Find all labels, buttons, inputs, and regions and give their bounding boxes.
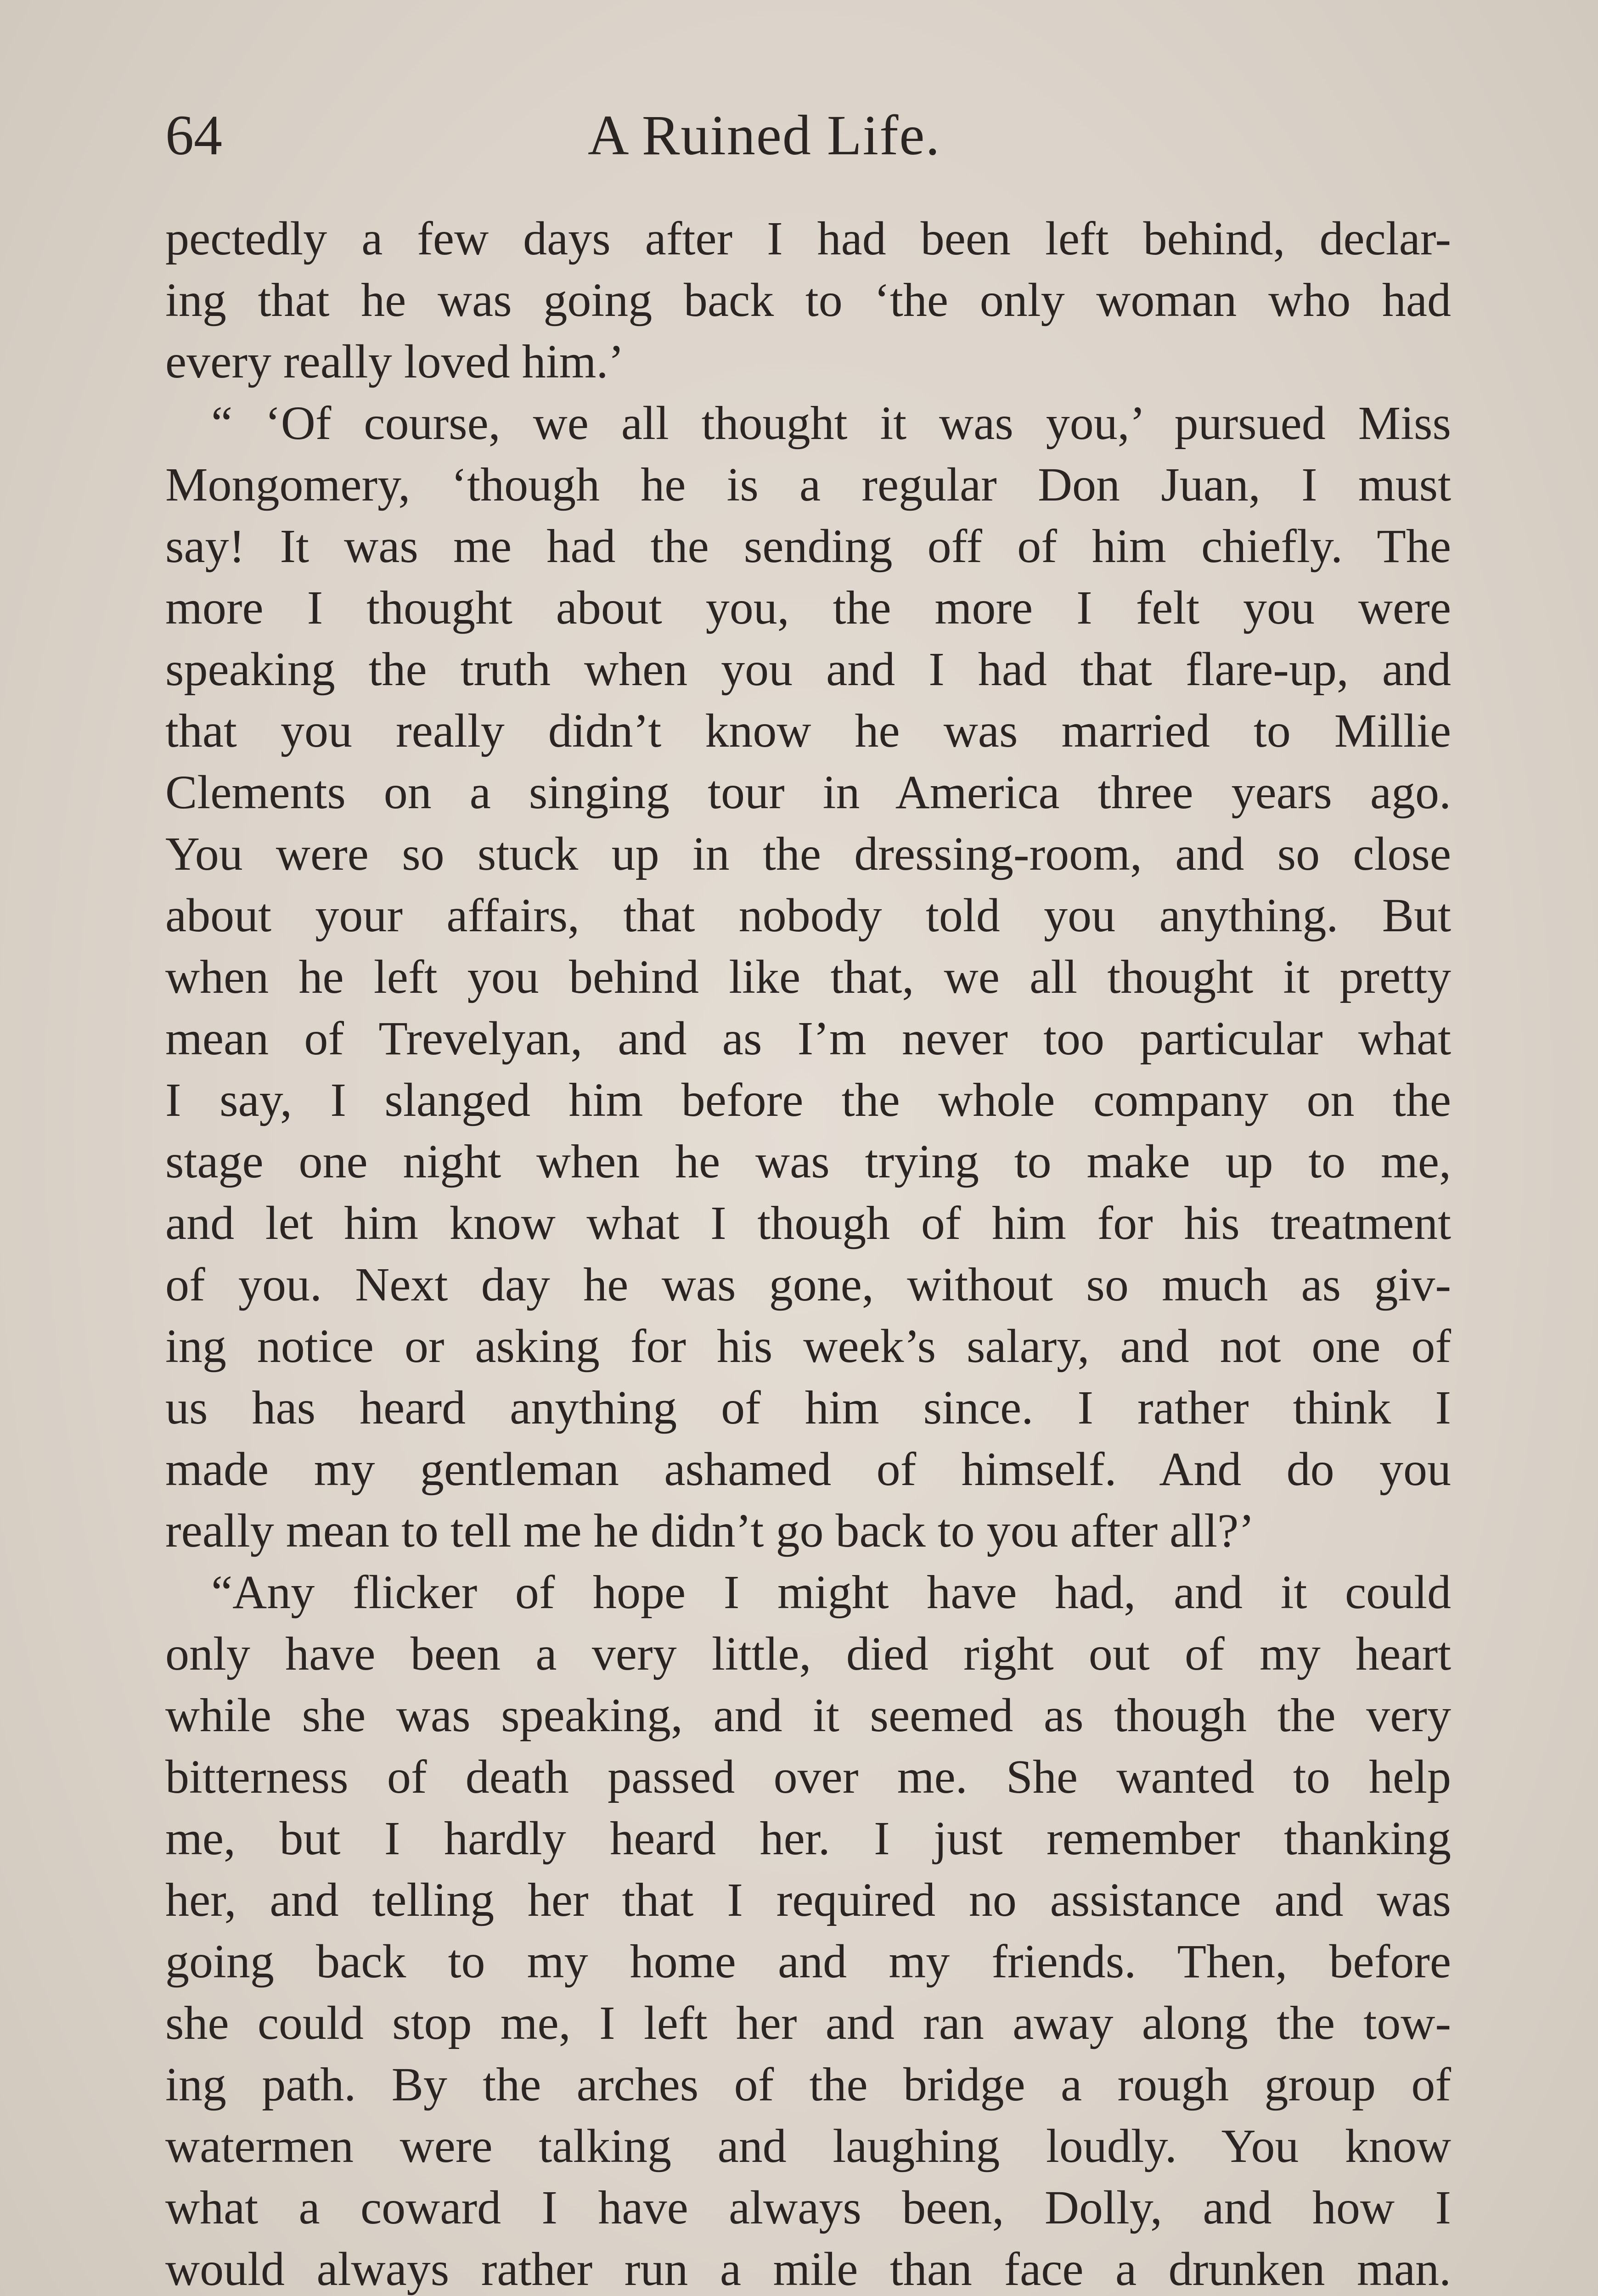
text-line: of you. Next day he was gone, without so much as giv- bbox=[165, 1258, 1451, 1311]
text-line: say! It was me had the sending off of him chiefly. The bbox=[165, 520, 1451, 573]
text-line: when he left you behind like that, we all thought it pretty bbox=[165, 951, 1451, 1003]
text-line: bitterness of death passed over me. She wanted to help bbox=[165, 1750, 1451, 1803]
page-number: 64 bbox=[165, 104, 222, 167]
text-line: “Any flicker of hope I might have had, and it could bbox=[211, 1566, 1451, 1619]
text-line: and let him know what I though of him for his treatment bbox=[165, 1197, 1451, 1249]
text-line: only have been a very little, died right out of my heart bbox=[165, 1627, 1451, 1680]
text-line: ing notice or asking for his week’s salary, and not one of bbox=[165, 1320, 1451, 1373]
text-line: me, but I hardly heard her. I just remember thanking bbox=[165, 1812, 1451, 1865]
text-line: I say, I slanged him before the whole company on the bbox=[165, 1074, 1451, 1126]
text-line: Clements on a singing tour in America three years ago. bbox=[165, 766, 1451, 819]
text-line: mean of Trevelyan, and as I’m never too particular what bbox=[165, 1012, 1451, 1065]
text-line: speaking the truth when you and I had that flare-up, and bbox=[165, 643, 1451, 696]
text-line: You were so stuck up in the dressing-room, and so close bbox=[165, 827, 1451, 880]
text-line: would always rather run a mile than face a drunken man. bbox=[165, 2243, 1451, 2296]
text-line: while she was speaking, and it seemed as though the very bbox=[165, 1689, 1451, 1742]
body-text bbox=[165, 208, 1451, 2296]
text-line: every really loved him.’ bbox=[165, 335, 625, 388]
text-line: pectedly a few days after I had been left behind, declar- bbox=[165, 212, 1451, 265]
text-line: stage one night when he was trying to make up to me, bbox=[165, 1135, 1451, 1188]
text-line: she could stop me, I left her and ran away along the tow- bbox=[165, 1997, 1451, 2049]
text-line: watermen were talking and laughing loudly. You know bbox=[165, 2120, 1451, 2172]
text-line: ing path. By the arches of the bridge a rough group of bbox=[165, 2058, 1451, 2111]
text-line: really mean to tell me he didn’t go back to you after all?’ bbox=[165, 1504, 1255, 1557]
text-line: her, and telling her that I required no assistance and was bbox=[165, 1874, 1451, 1926]
text-line: ing that he was going back to ‘the only woman who had bbox=[165, 274, 1451, 326]
text-line: going back to my home and my friends. Then, before bbox=[165, 1935, 1451, 1988]
text-line: Mongomery, ‘though he is a regular Don Juan, I must bbox=[165, 458, 1451, 511]
text-line: more I thought about you, the more I felt you were bbox=[165, 581, 1451, 634]
page-header bbox=[165, 99, 1451, 172]
text-line: us has heard anything of him since. I rather think I bbox=[165, 1381, 1451, 1434]
text-line: “ ‘Of course, we all thought it was you,’ pursued Miss bbox=[211, 397, 1451, 450]
text-line: about your affairs, that nobody told you anything. But bbox=[165, 889, 1451, 942]
text-line: made my gentleman ashamed of himself. And do you bbox=[165, 1443, 1451, 1496]
running-title: A Ruined Life. bbox=[588, 104, 941, 167]
text-line: what a coward I have always been, Dolly, and how I bbox=[165, 2181, 1451, 2234]
text-line: that you really didn’t know he was married to Millie bbox=[165, 704, 1451, 757]
